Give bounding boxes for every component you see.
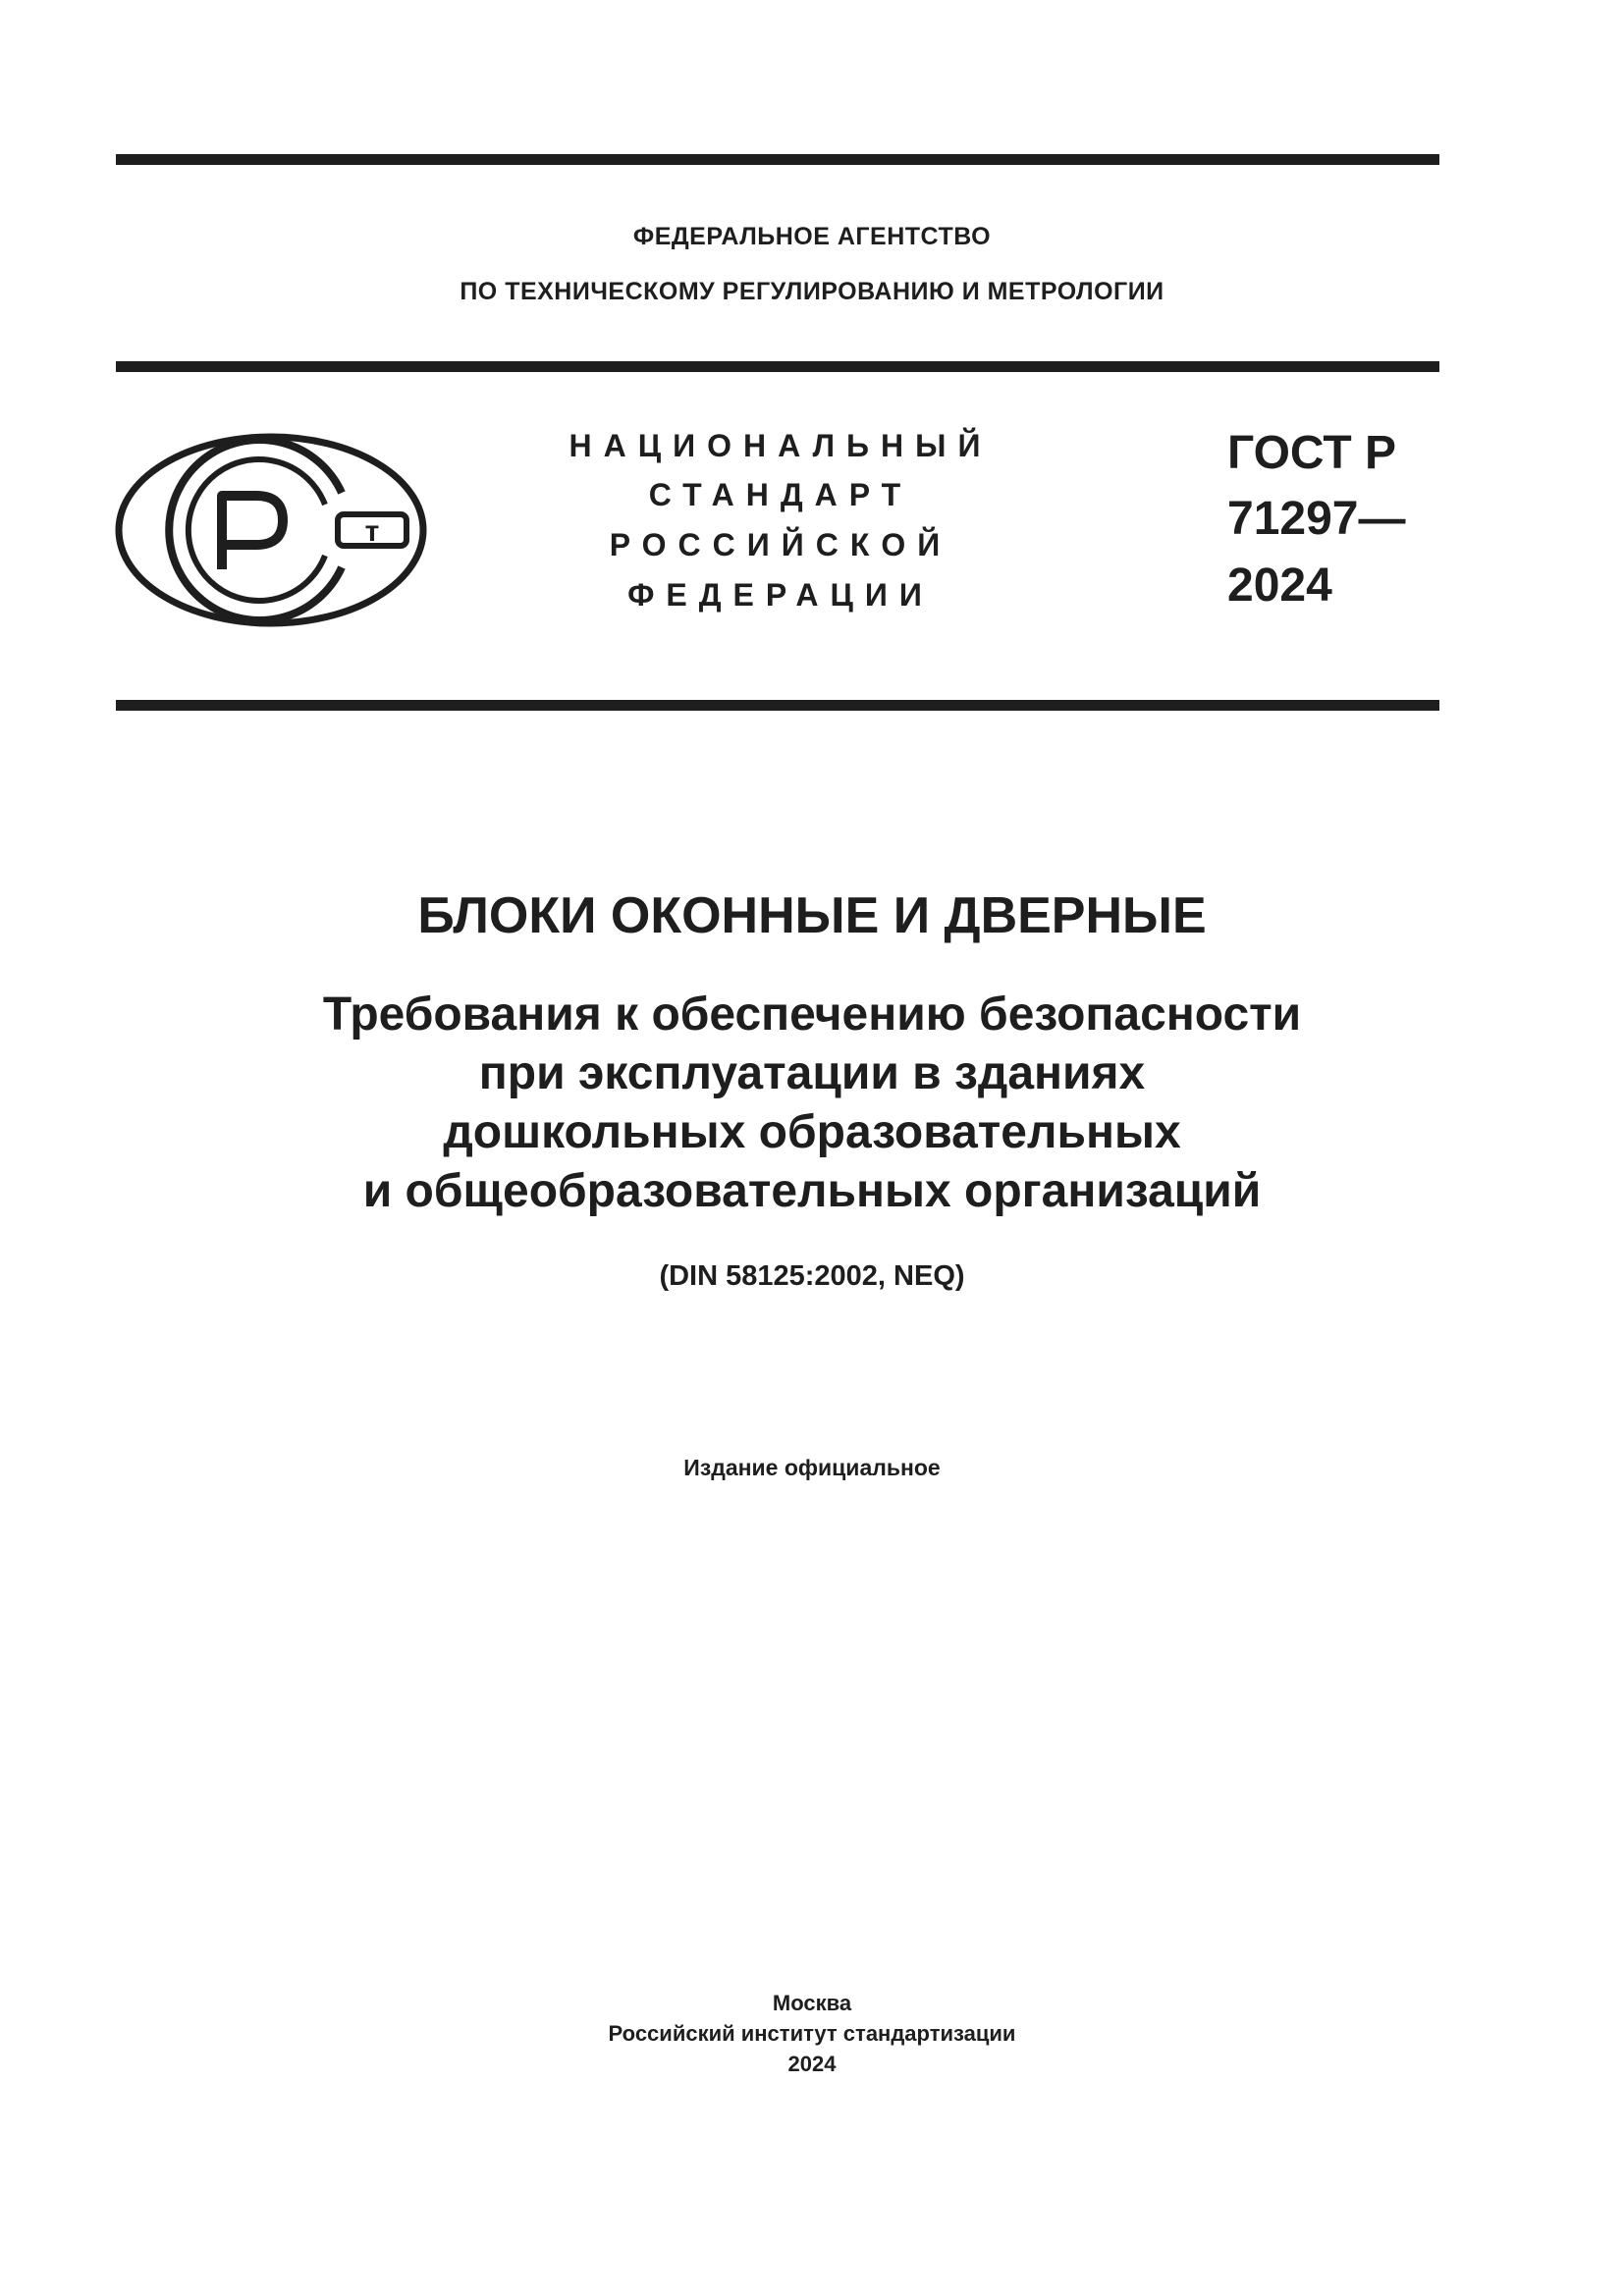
subtitle-line-3: дошкольных образовательных	[443, 1106, 1181, 1158]
header-bottom-rule	[116, 700, 1439, 711]
svg-text:т: т	[364, 515, 380, 548]
agency-rule	[116, 361, 1439, 372]
designation-line-3: 2024	[1227, 560, 1332, 612]
top-rule	[116, 154, 1439, 165]
standard-type-line-4: ФЕДЕРАЦИИ	[627, 577, 934, 613]
agency-line-2: ПО ТЕХНИЧЕСКОМУ РЕГУЛИРОВАНИЮ И МЕТРОЛОГИИ	[460, 278, 1164, 305]
footer-city: Москва	[772, 1991, 852, 2015]
rst-certification-logo	[114, 432, 428, 628]
subtitle-line-4: и общеобразовательных организаций	[362, 1165, 1262, 1217]
edition-note: Издание официальное	[683, 1455, 941, 1480]
footer-year: 2024	[787, 2052, 837, 2076]
standard-type-line-1: НАЦИОНАЛЬНЫЙ	[568, 428, 993, 463]
standard-type-line-3: РОССИЙСКОЙ	[609, 527, 952, 562]
designation-line-2: 71297—	[1227, 493, 1406, 545]
reference-standard: (DIN 58125:2002, NEQ)	[659, 1260, 965, 1292]
designation-line-1: ГОСТ Р	[1227, 427, 1397, 479]
document-title: БЛОКИ ОКОННЫЕ И ДВЕРНЫЕ	[417, 887, 1207, 944]
footer-publisher: Российский институт стандартизации	[608, 2021, 1016, 2046]
agency-line-1: ФЕДЕРАЛЬНОЕ АГЕНТСТВО	[632, 223, 992, 250]
subtitle-line-2: при эксплуатации в зданиях	[478, 1047, 1146, 1099]
subtitle-line-1: Требования к обеспечению безопасности	[322, 988, 1302, 1041]
standard-type-line-2: СТАНДАРТ	[648, 477, 913, 512]
